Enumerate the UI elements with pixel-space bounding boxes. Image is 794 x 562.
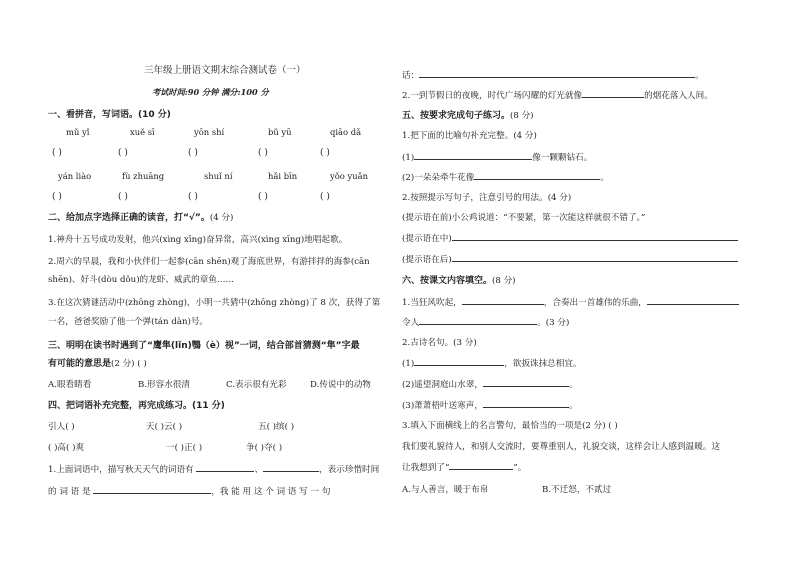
r-p2: 2.古诗名句。(3 分) — [402, 338, 477, 348]
s4-q1-text-d: 的 词 语 是 — [48, 487, 91, 497]
section-3-heading-2: 有可能的意思是 — [48, 359, 112, 369]
q1-1-text-b: 像一颗颗钻石。 — [532, 153, 593, 163]
p1-text-b: ，合奏出一首雄伟的乐曲， — [543, 298, 647, 308]
s4-q1-line-1 — [48, 462, 379, 475]
q2-mid-text: (提示语在中) — [402, 234, 452, 244]
pinyin-4: bǔ yū — [268, 127, 292, 137]
blank[interactable] — [582, 88, 644, 98]
r-q2: 2.按照提示写句子，注意引号的用法。(4 分) — [402, 193, 572, 203]
idiom-2[interactable]: 天( )云( ) — [146, 422, 183, 432]
blank[interactable] — [474, 170, 600, 180]
answer-box[interactable]: ( ) — [188, 148, 198, 158]
section-2-heading: 二、给加点字选择正确的读音，打“√”。 — [48, 213, 210, 223]
r-p1-line-2 — [402, 315, 569, 328]
idiom-3[interactable]: 五( )缤( ) — [258, 422, 295, 432]
r-p1-line-1 — [402, 295, 739, 308]
p1-text-d: 。(3 分) — [537, 318, 570, 328]
r-p3-text: 我们要礼貌待人，和别人交流时，要尊重别人，礼貌交谈，这样会让人感到温暖。这 — [402, 442, 720, 452]
r-option-b[interactable]: B.不迁怒，不贰过 — [542, 485, 612, 495]
pinyin-1: mǔ yǐ — [66, 127, 90, 137]
p3-text-2a: 让我想到了“ — [402, 463, 450, 473]
section-3-score: (2 分) ( ) — [111, 359, 147, 369]
r-p3: 3.填入下面横线上的名言警句，最恰当的一项是(2 分) ( ) — [402, 421, 618, 431]
r-p3-text-2 — [402, 460, 526, 473]
blank[interactable] — [93, 484, 211, 494]
s2-line-3: shēn)、好斗(dòu dǒu)的龙虾、威武的章鱼…… — [48, 275, 235, 285]
s4-q1-text-a: 1.上面词语中，描写秋天天气的词语有 — [48, 465, 194, 475]
page-title: 三年级上册语文期末综合测试卷（一） — [144, 65, 306, 76]
section-2-score: (4 分) — [209, 213, 234, 223]
section-6-heading: 六、按课文内容填空。 — [402, 276, 493, 286]
p2-3-text: (3)萧萧梧叶送寒声， — [402, 401, 483, 411]
option-c[interactable]: C.表示很有光彩 — [226, 380, 287, 390]
s2-line-4: 3.在这次猜谜活动中(zhōng zhòng)，小明一共猜中(zhōng zhòng)了 8 次，获得了第 — [48, 298, 381, 308]
r-q2-prompt: (提示语在前)小公鸡说道：“不要紧，第一次能这样就很不错了。” — [402, 213, 646, 223]
p2-2-text: (2)遥望洞庭山水翠， — [402, 380, 483, 390]
section-3-heading: 三、明明在读书时遇到了“鹰隼(lǐn)鶚（è）视”一词，结合部首猜测“隼”字最 — [48, 341, 360, 351]
answer-box[interactable]: ( ) — [258, 148, 268, 158]
s4-q1-text-b: 、 — [254, 465, 264, 475]
blank[interactable] — [449, 460, 513, 470]
r-q2-mid — [402, 231, 738, 244]
pinyin-9: hǎi bīn — [268, 171, 298, 181]
answer-box[interactable]: ( ) — [258, 192, 268, 202]
section-6-score: (8 分) — [492, 276, 516, 286]
pinyin-6: yán liào — [58, 171, 92, 181]
p1-text-a: 1.当狂风吹起， — [402, 298, 462, 308]
blank[interactable] — [647, 295, 739, 305]
exam-meta: 考试时间:90 分钟 满分:100 分 — [152, 87, 269, 97]
r-q1-1 — [402, 150, 592, 163]
r-line-1 — [402, 88, 713, 101]
option-b[interactable]: B.形容水很清 — [138, 380, 191, 390]
blank[interactable] — [196, 462, 254, 472]
pinyin-8: shuǐ ní — [204, 171, 233, 181]
p2-1-text-a: (1) — [402, 359, 415, 369]
r-option-a[interactable]: A.与人善言，暖于布帛 — [402, 485, 489, 495]
q2-end-text: (提示语在后) — [402, 255, 452, 265]
option-a[interactable]: A.眼看睛看 — [48, 380, 92, 390]
blank[interactable] — [452, 252, 738, 262]
r-line-0: 话： 。 — [402, 68, 704, 81]
section-5-heading: 五、按要求完成句子练习。 — [402, 111, 511, 121]
answer-box[interactable]: ( ) — [188, 192, 198, 202]
r1-text-b: 的烟花落入人间。 — [644, 91, 713, 101]
idiom-6[interactable]: 争( )夺( ) — [246, 443, 283, 453]
pinyin-7: fù zhuāng — [122, 171, 165, 181]
section-6-heading-line — [402, 273, 516, 286]
blank[interactable] — [414, 356, 504, 366]
blank[interactable] — [462, 295, 544, 305]
answer-box[interactable]: ( ) — [52, 148, 62, 158]
s2-line-5: 一名，爸爸奖励了他一个弹(tán dàn)号。 — [48, 317, 209, 327]
blank[interactable] — [419, 68, 695, 78]
s4-q1-text-e: ，我 能 用 这 个 词 语 写 一 句 — [211, 487, 331, 497]
p2-1-text-b: ，欲扳诛抹总相宜。 — [504, 359, 582, 369]
answer-box[interactable]: ( ) — [52, 192, 62, 202]
blank[interactable] — [452, 231, 738, 241]
answer-box[interactable]: ( ) — [320, 192, 330, 202]
option-d[interactable]: D.传说中的动物 — [310, 380, 371, 390]
pinyin-3: yōn shí — [194, 127, 225, 137]
answer-box[interactable]: ( ) — [118, 192, 128, 202]
r-p2-3: (3)萧萧梧叶送寒声， 。 — [402, 398, 578, 411]
pinyin-2: xuě sī — [130, 127, 155, 137]
s2-line-1: 1.神舟十五号成功发射，他兴(xìng xīng)奋异常，高兴(xìng xīng)地唱起歌。 — [48, 235, 348, 245]
blank[interactable] — [263, 462, 319, 472]
r-p2-2: (2)遥望洞庭山水翠， 。 — [402, 377, 578, 390]
blank[interactable] — [483, 377, 569, 387]
blank[interactable] — [483, 398, 569, 408]
q1-2-text: (2)一朵朵牵牛花像 — [402, 173, 475, 183]
section-1-heading: 一、看拼音，写词语。(10 分) — [48, 110, 171, 120]
r-q2-end — [402, 252, 738, 265]
section-3-heading-2-line — [48, 356, 147, 369]
r0-text: 话： — [402, 71, 420, 81]
r-q1-2: (2)一朵朵牵牛花像 。 — [402, 170, 609, 183]
pinyin-10: yǒo yuǎn — [330, 171, 368, 181]
q1-1-text-a: (1) — [402, 153, 415, 163]
idiom-5[interactable]: 一( )正( ) — [166, 443, 203, 453]
s4-q1-line-2 — [48, 484, 330, 497]
s4-q1-text-c: ，表示珍惜时间 — [319, 465, 380, 475]
section-5-heading-line — [402, 108, 534, 121]
r-p2-1 — [402, 356, 582, 369]
r1-text-a: 2.一到节假日的夜晚，时代广场闪耀的灯光就像 — [402, 91, 583, 101]
idiom-1[interactable]: 引人( ) — [48, 422, 75, 432]
r-q1: 1.把下面的比喻句补充完整。(4 分) — [402, 131, 537, 141]
section-4-heading: 四、把词语补充完整，再完成练习。(11 分) — [48, 401, 225, 411]
answer-box[interactable]: ( ) — [320, 148, 330, 158]
section-5-score: (8 分) — [510, 111, 534, 121]
blank[interactable] — [414, 150, 532, 160]
idiom-4[interactable]: ( )高( )爽 — [48, 443, 85, 453]
section-2-heading-line — [48, 210, 233, 223]
p1-text-c: 令人 — [402, 318, 420, 328]
s2-line-2: 2.周六的早晨，我和小伙伴们一起参(cān shēn)观了海底世界，有游拌拌的海参(cān — [48, 257, 370, 267]
p3-text-2b: ”。 — [513, 463, 527, 473]
pinyin-5: qiāo dǎ — [330, 127, 362, 137]
answer-box[interactable]: ( ) — [118, 148, 128, 158]
blank[interactable] — [419, 315, 537, 325]
